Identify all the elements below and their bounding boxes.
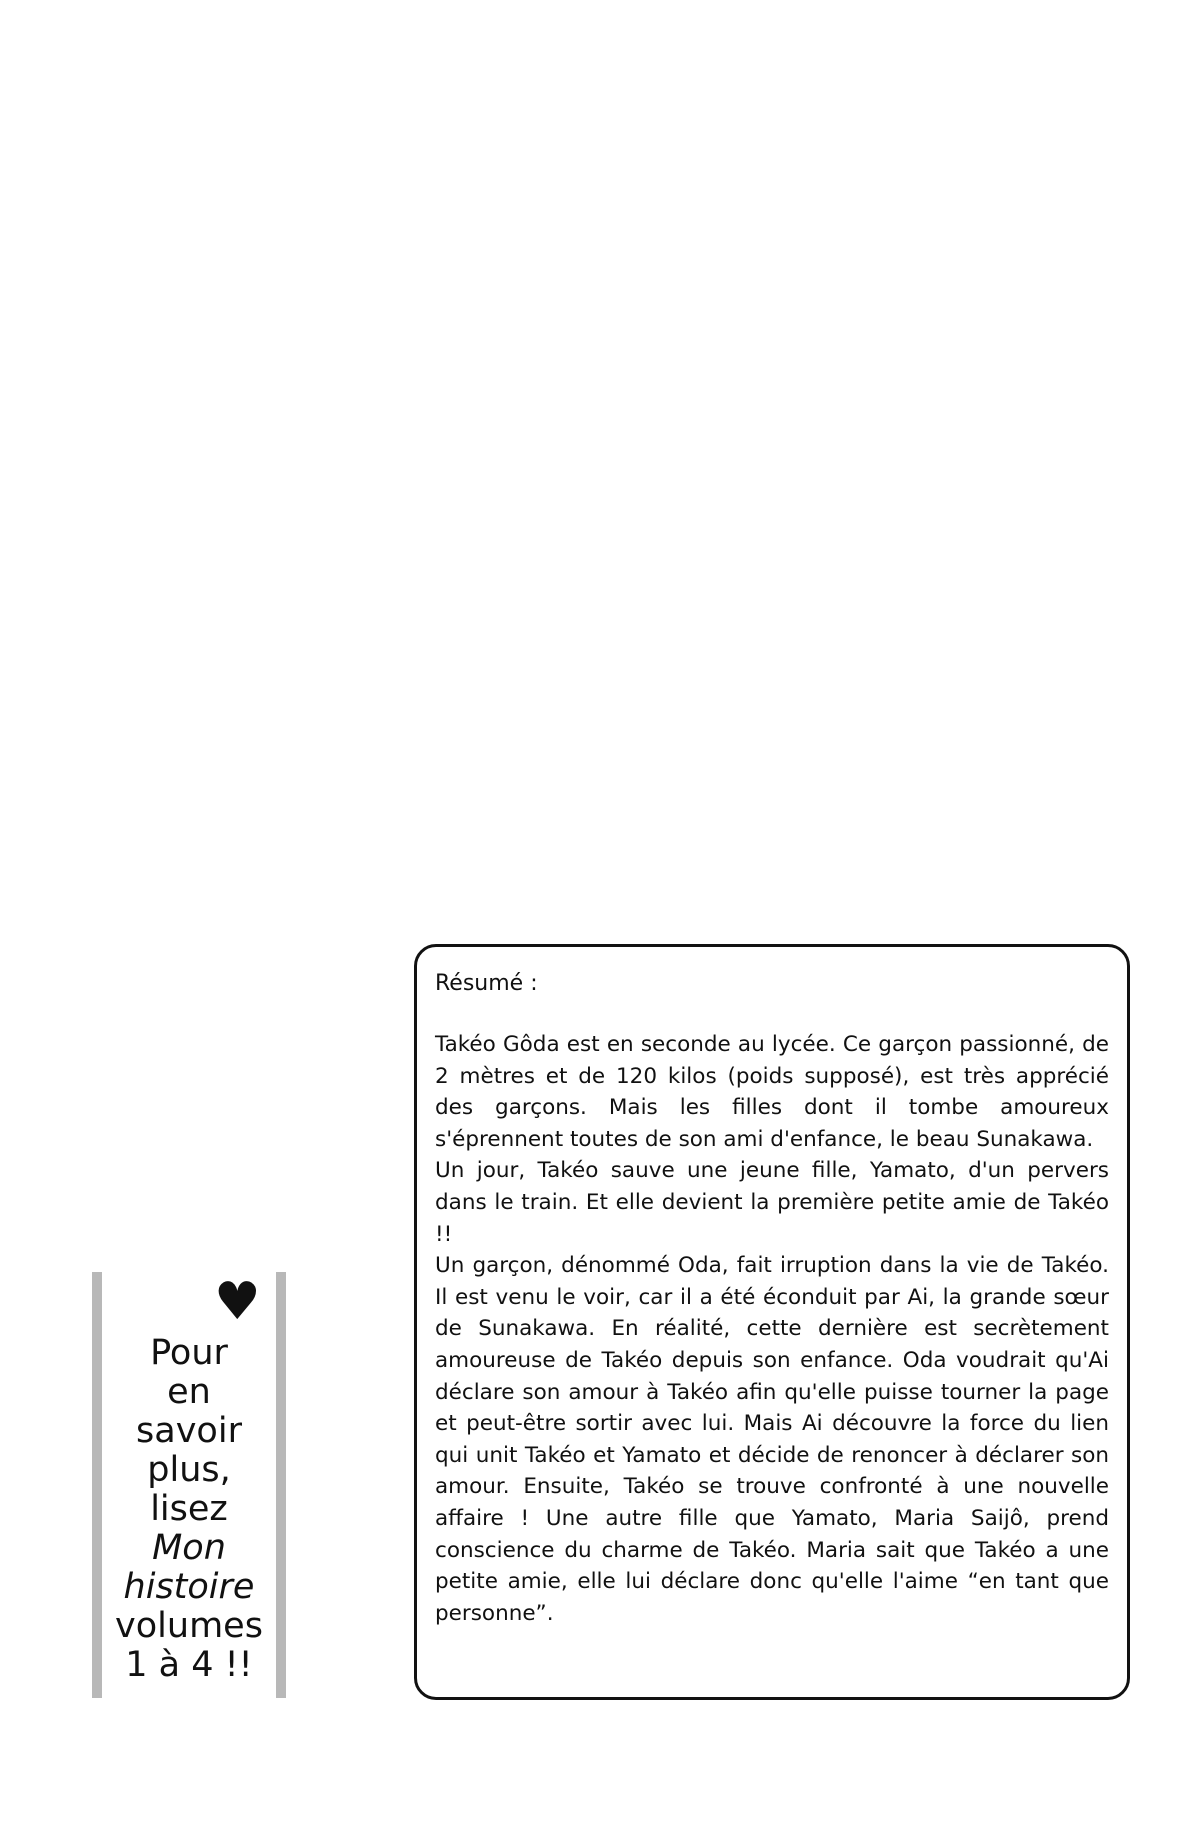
promo-text <box>106 1334 272 1685</box>
promo-panel <box>92 1272 286 1698</box>
promo-line: 1 à 4 !! <box>125 1645 253 1685</box>
summary-box <box>414 944 1130 1700</box>
summary-paragraph: Un jour, Takéo sauve une jeune fille, Yamato, d'un pervers dans le train. Et elle devient la première petite amie de Takéo !! <box>435 1158 1109 1247</box>
promo-line: savoir <box>136 1411 242 1451</box>
promo-book-title: Mon <box>152 1528 226 1568</box>
promo-line: Pour <box>150 1333 228 1373</box>
summary-paragraph: Takéo Gôda est en seconde au lycée. Ce garçon passionné, de 2 mètres et de 120 kilos (poids supposé), est très apprécié des garçons. Mais les filles dont il tombe amoureux s'éprennent toutes de son ami d'enfance, le beau Sunakawa. <box>435 1032 1109 1152</box>
promo-bar-left <box>92 1272 102 1698</box>
promo-book-title: histoire <box>123 1567 255 1607</box>
summary-body <box>435 1029 1109 1629</box>
promo-line: en <box>167 1372 211 1412</box>
promo-line: volumes <box>115 1606 263 1646</box>
promo-line: lisez <box>150 1489 228 1529</box>
summary-paragraph: Un garçon, dénommé Oda, fait irruption dans la vie de Takéo. Il est venu le voir, car il a été éconduit par Ai, la grande sœur de Sunakawa. En réalité, cette dernière est secrètement amoureuse de Takéo depuis son enfance. Oda voudrait qu'Ai déclare son amour à Takéo afin qu'elle puisse tourner la page et peut-être sortir avec lui. Mais Ai découvre la force du lien qui unit Takéo et Yamato et décide de renoncer à déclarer son amour. Ensuite, Takéo se trouve confronté à une nouvelle affaire ! Une autre fille que Yamato, Maria Saijô, prend conscience du charme de Takéo. Maria sait que Takéo a une petite amie, elle lui déclare donc qu'elle l'aime “en tant que personne”. <box>435 1253 1109 1626</box>
summary-title: Résumé : <box>435 971 538 996</box>
promo-bar-right <box>276 1272 286 1698</box>
heart-icon: ♥ <box>214 1272 261 1332</box>
promo-line: plus, <box>147 1450 231 1490</box>
